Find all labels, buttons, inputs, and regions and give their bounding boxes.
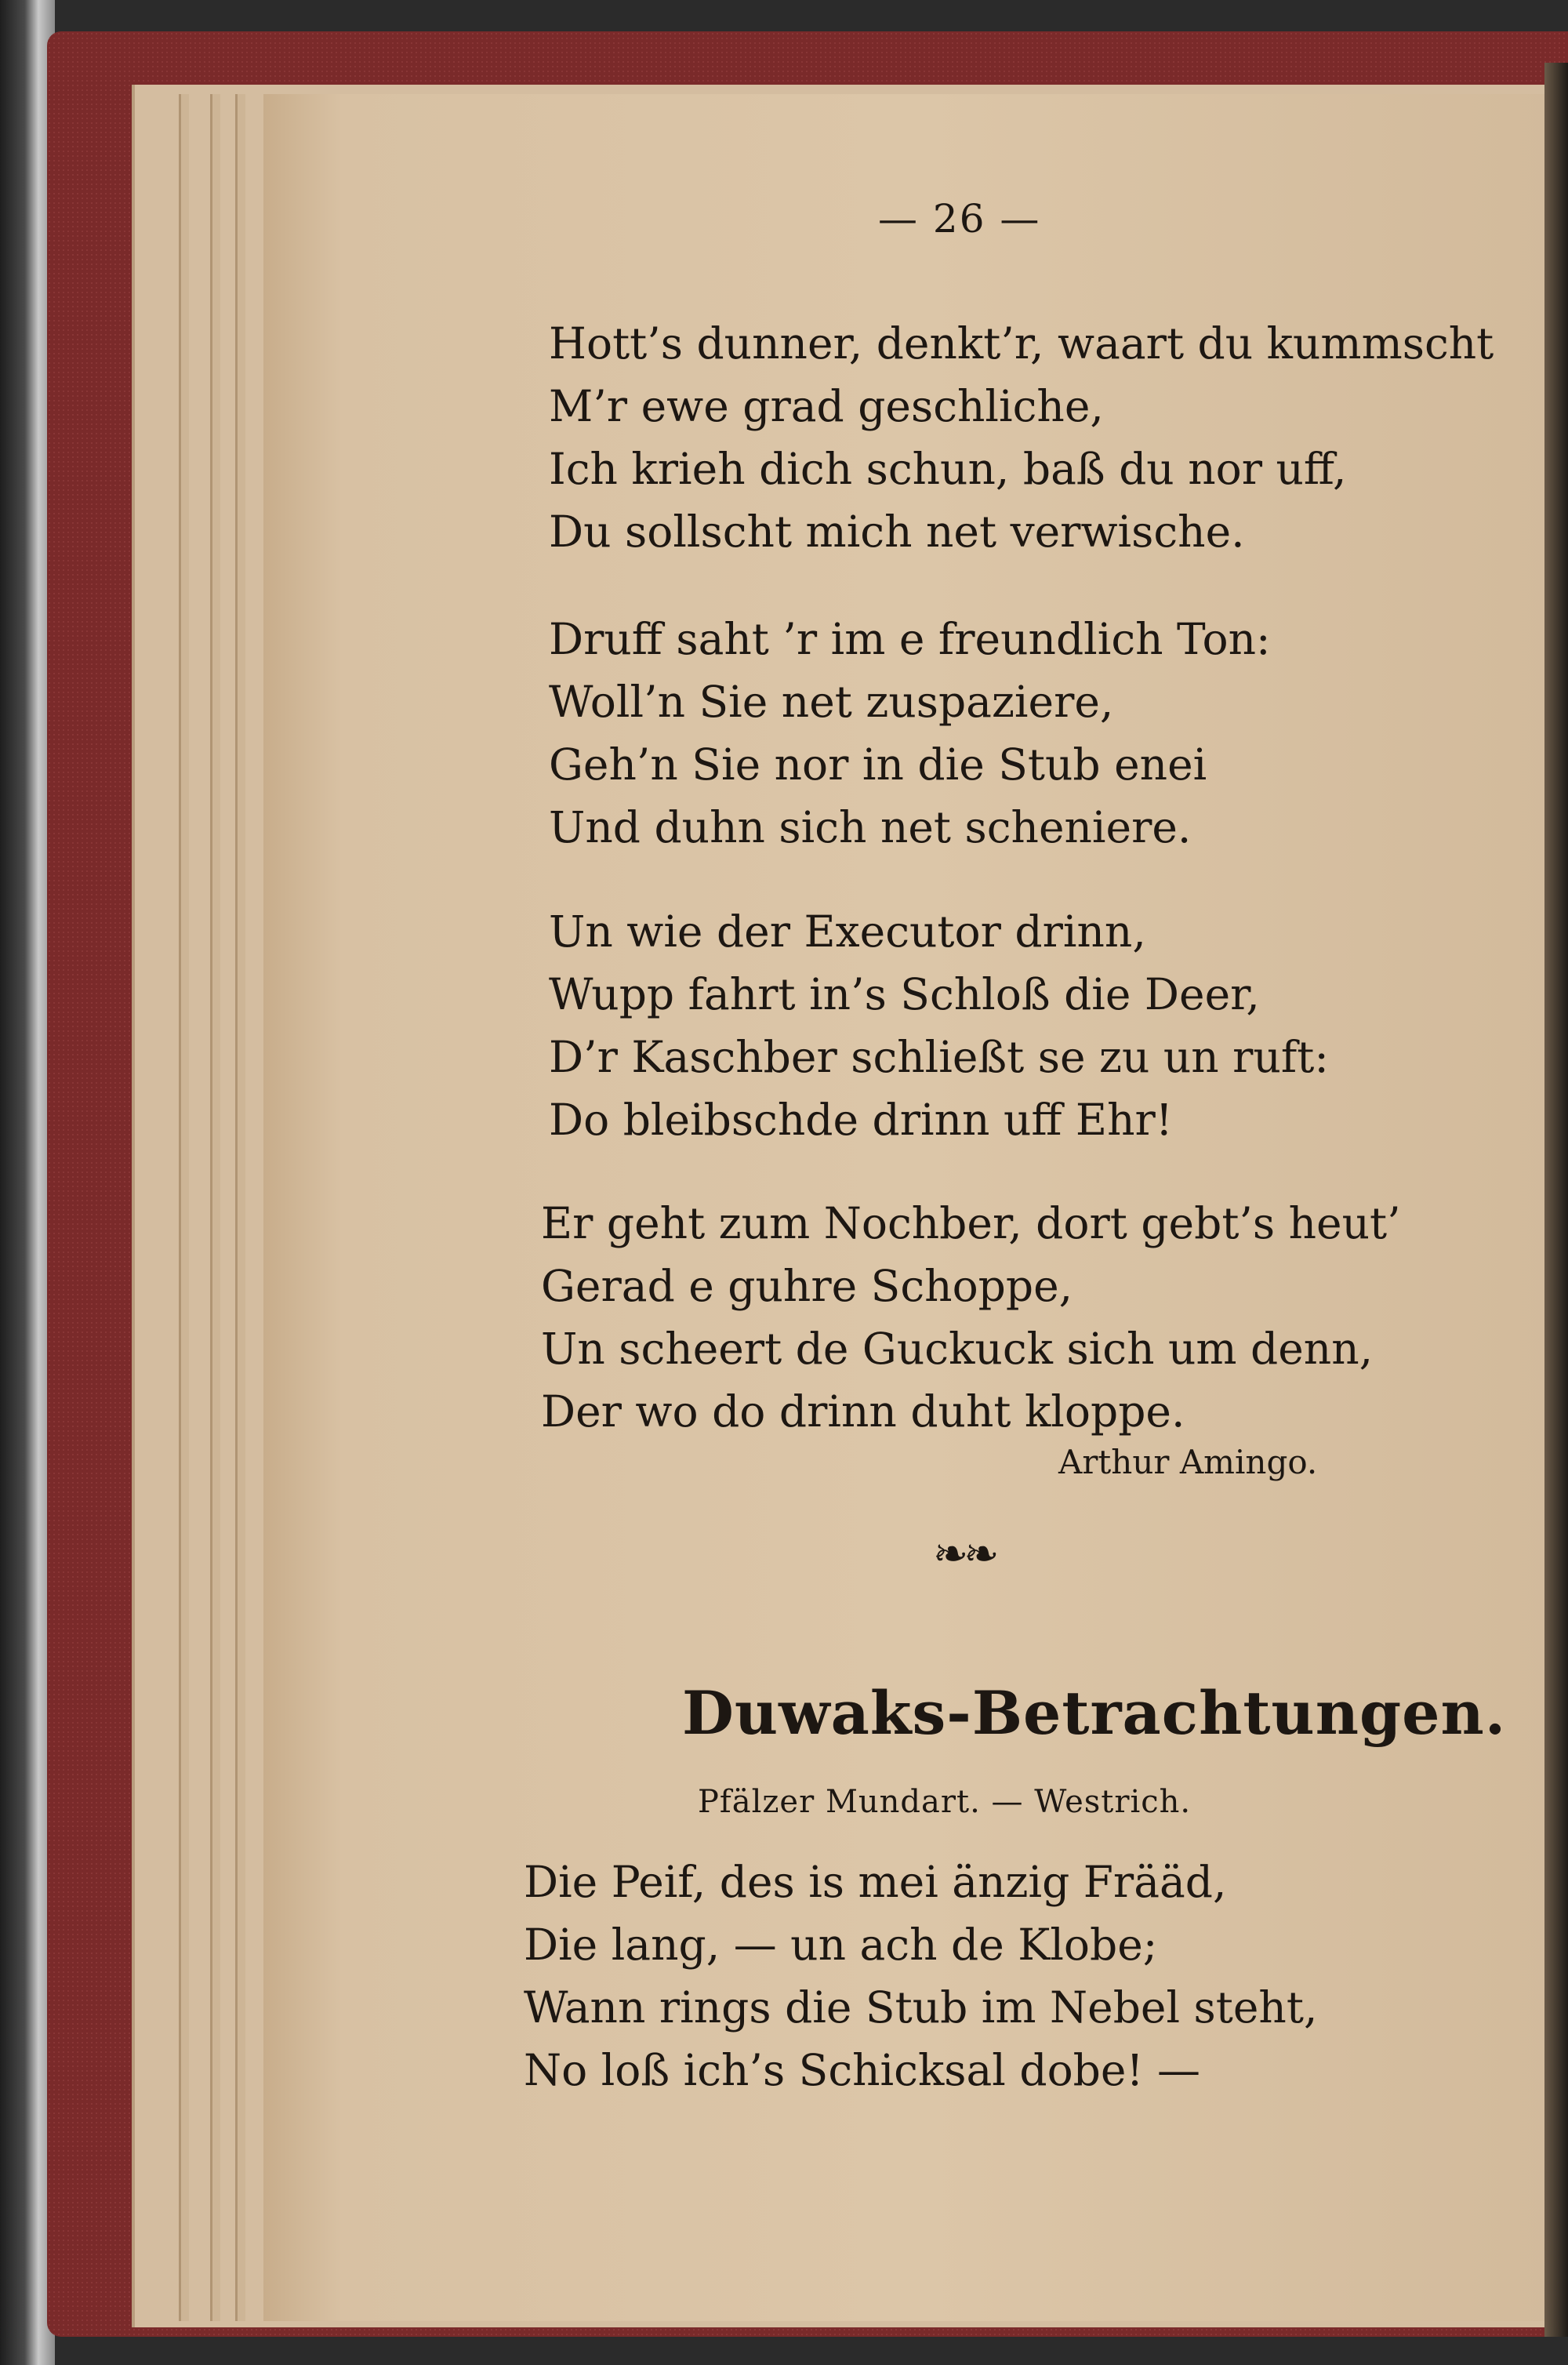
stanza-1 [549,312,1494,563]
verse-line: Die lang, — un ach de Klobe; [524,1920,1158,1970]
page-number: — 26 — [878,196,1041,242]
stanza-3 [549,900,1329,1151]
verse-line: Wupp fahrt in’s Schloß die Deer, [549,969,1260,1019]
verse-line: Die Peif, des is mei änzig Frääd, [524,1857,1227,1907]
verse-line: Und duhn sich net scheniere. [549,802,1192,852]
page-leaf-edge [235,94,245,2321]
verse-line: Er geht zum Nochber, dort gebt’s heut’ [541,1198,1401,1248]
page-leaf-edge [179,94,189,2321]
verse-line: No loß ich’s Schicksal dobe! — [524,2045,1201,2095]
verse-line: D’r Kaschber schließt se zu un ruft: [549,1032,1329,1082]
stanza-2 [549,608,1271,859]
ornament-icon: ❧❧ [933,1529,995,1578]
verse-line: Un scheert de Guckuck sich um denn, [541,1324,1374,1374]
verse-line: Do bleibschde drinn uff Ehr! [549,1095,1173,1145]
verse-line: Hott’s dunner, denkt’r, waart du kummscht [549,318,1494,369]
page-gutter [1544,63,1568,2337]
verse-line: Der wo do drinn duht kloppe. [541,1386,1185,1437]
author-signature: Arthur Amingo. [1058,1443,1318,1481]
poem-title: Duwaks-Betrachtungen. [682,1678,1507,1748]
verse-line: Wann rings die Stub im Nebel steht, [524,1982,1318,2033]
poem-subtitle: Pfälzer Mundart. — Westrich. [698,1784,1192,1820]
verse-line: Un wie der Executor drinn, [549,906,1146,957]
stanza-4 [541,1192,1401,1443]
stanza-next-poem [524,1851,1317,2102]
verse-line: Geh’n Sie nor in die Stub enei [549,739,1207,790]
verse-line: Gerad e guhre Schoppe, [541,1261,1073,1311]
verse-line: Druff saht ’r im e freundlich Ton: [549,614,1271,664]
verse-line: M’r ewe grad geschliche, [549,381,1104,431]
page-leaf-edge [210,94,220,2321]
verse-line: Ich krieh dich schun, baß du nor uff, [549,444,1347,494]
verse-line: Woll’n Sie net zuspaziere, [549,677,1114,727]
verse-line: Du sollscht mich net verwische. [549,507,1245,557]
